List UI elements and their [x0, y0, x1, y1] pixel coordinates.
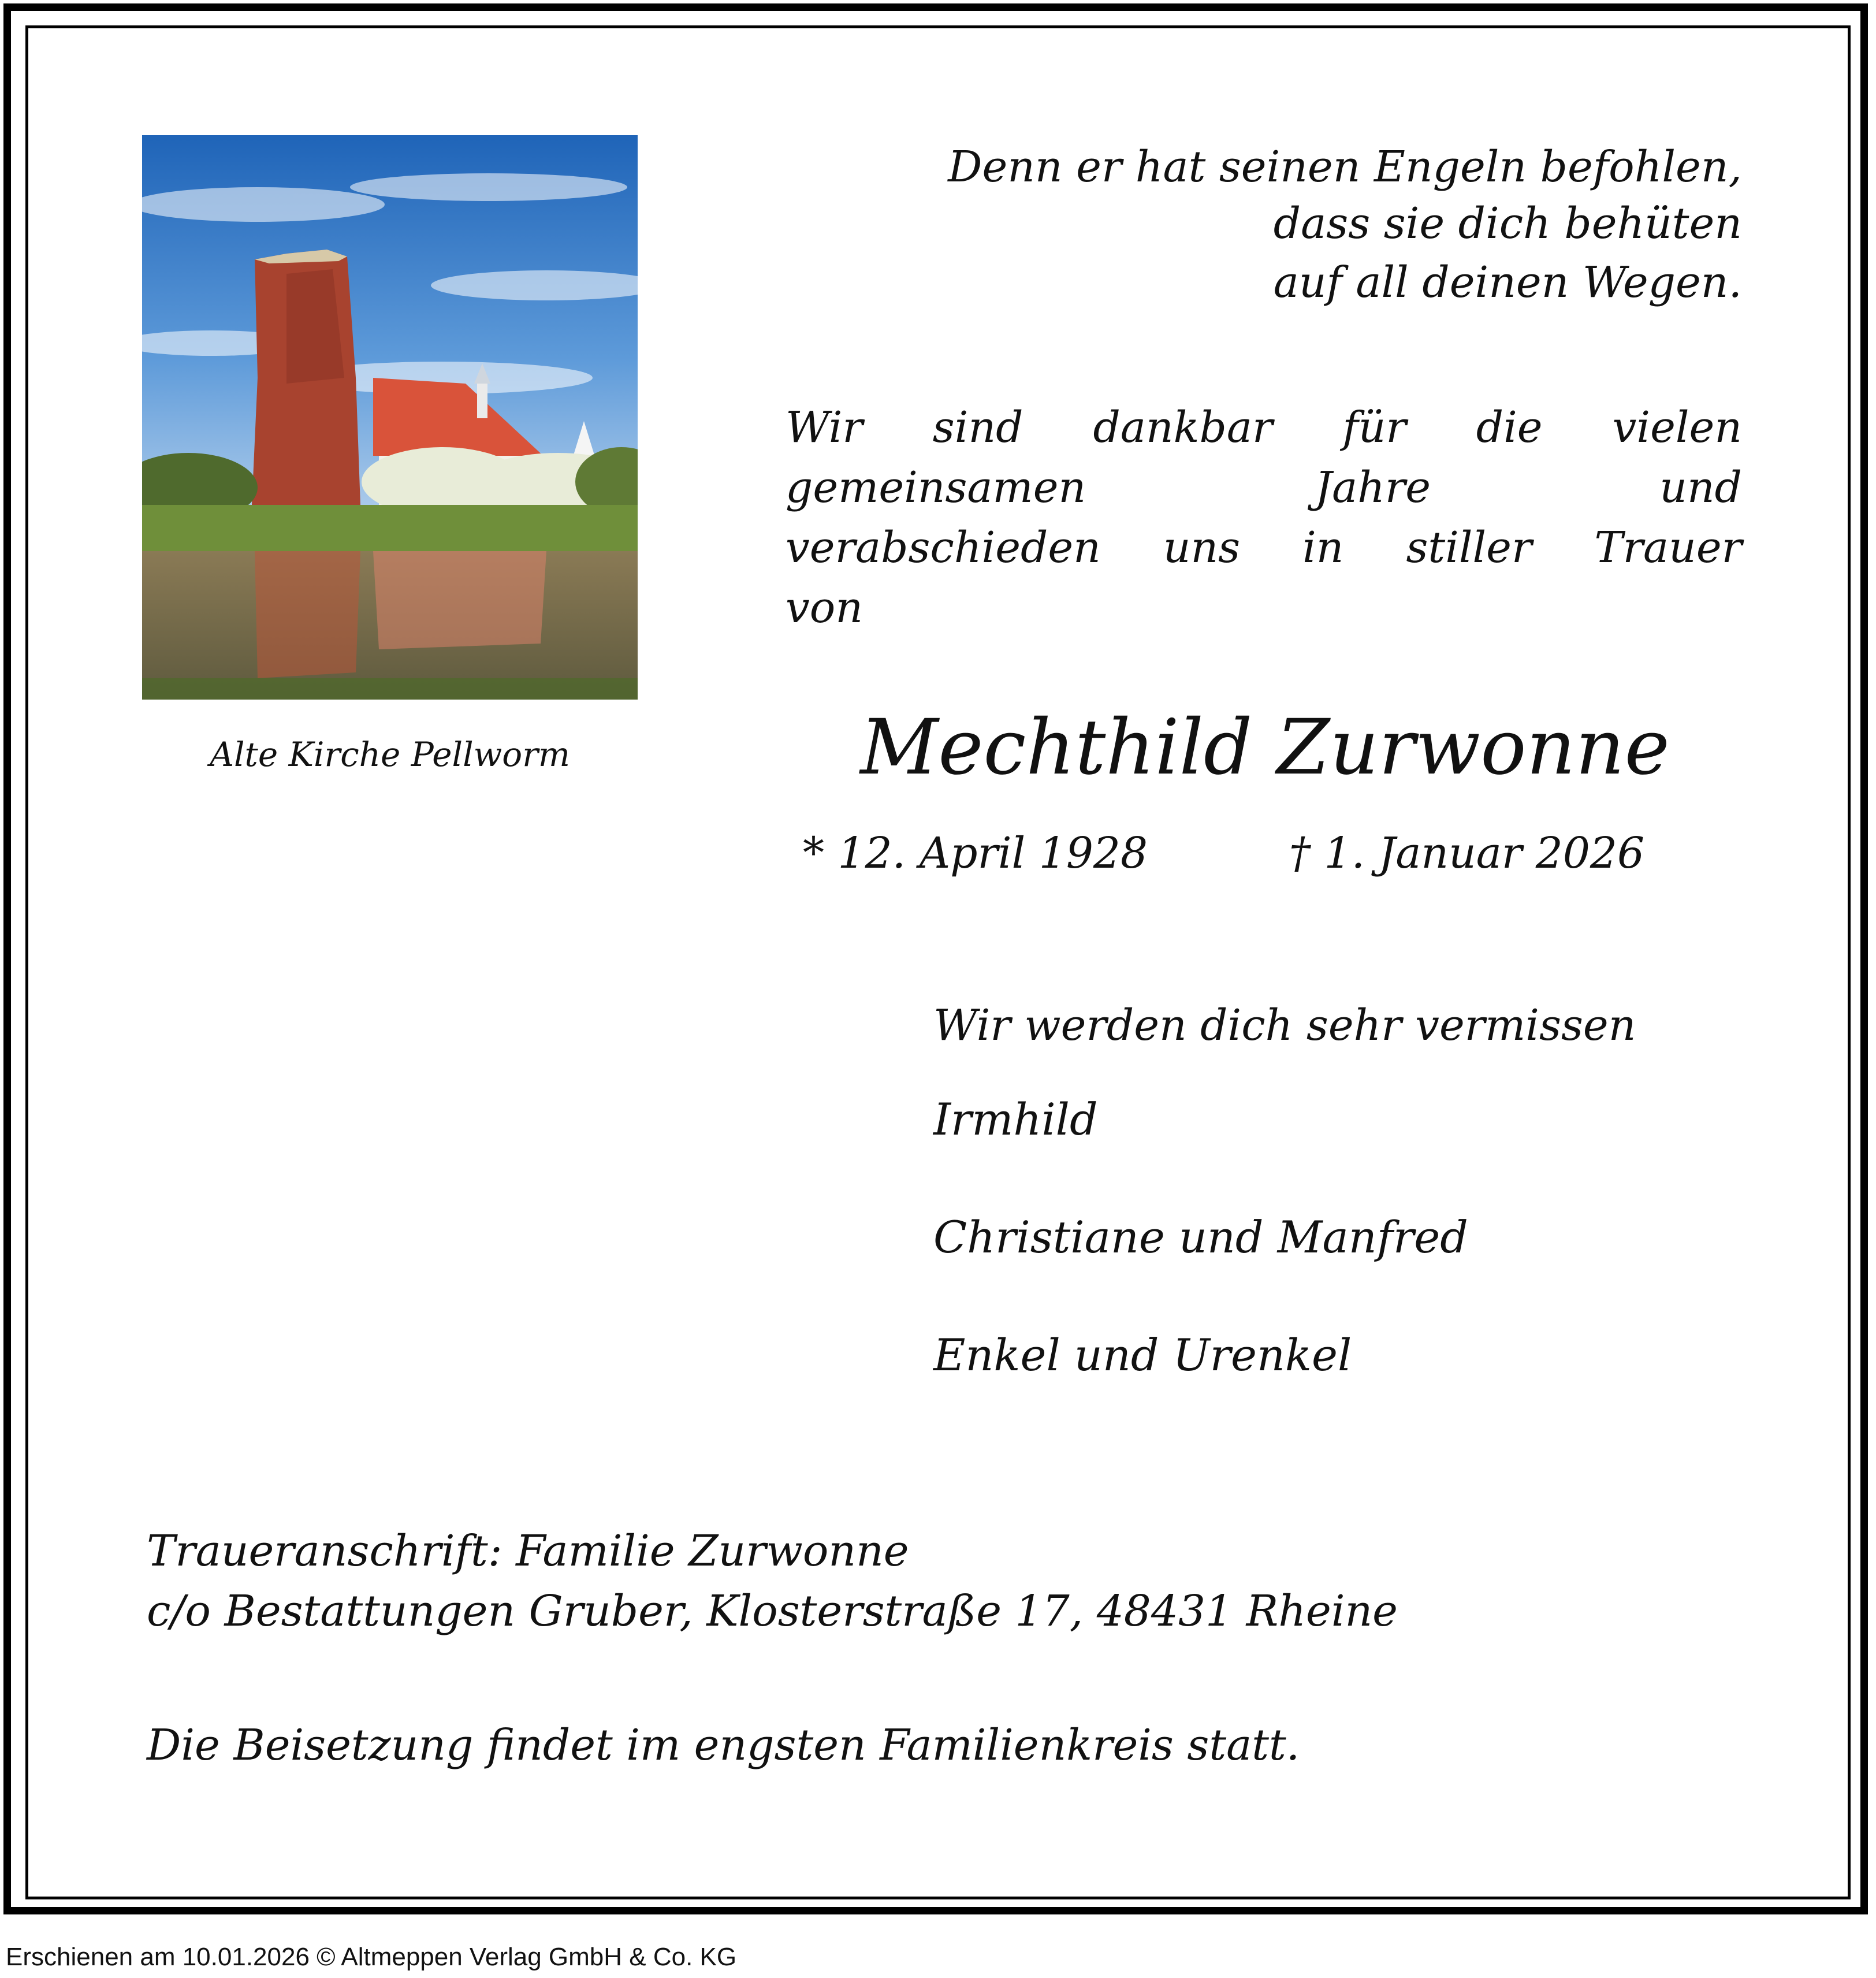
address-line-1: Traueranschrift: Familie Zurwonne	[147, 1526, 909, 1576]
birth-date: * 12. April 1928	[803, 828, 1148, 878]
intro-line-4: von	[786, 583, 863, 633]
family-intro: Wir werden dich sehr vermissen	[933, 1001, 1636, 1050]
deceased-name: Mechthild Zurwonne	[860, 703, 1670, 792]
intro-line-2: gemeinsamen Jahre und	[786, 463, 1742, 512]
family-member: Irmhild	[933, 1094, 1098, 1145]
verse-line-3: auf all deinen Wegen.	[1273, 258, 1742, 307]
publication-footer: Erschienen am 10.01.2026 © Altmeppen Verlag GmbH & Co. KG	[6, 1943, 737, 1971]
verse-line-2: dass sie dich behüten	[1273, 199, 1742, 248]
reed-bank	[142, 505, 638, 551]
verse-line-1: Denn er hat seinen Engeln befohlen,	[948, 142, 1742, 192]
family-member: Enkel und Urenkel	[933, 1329, 1352, 1381]
intro-line-3: verabschieden uns in stiller Trauer	[786, 523, 1742, 572]
family-member: Christiane und Manfred	[933, 1211, 1468, 1263]
death-date: † 1. Januar 2026	[1289, 828, 1645, 878]
burial-note: Die Beisetzung findet im engsten Familienkreis statt.	[147, 1720, 1300, 1770]
church-photo	[142, 135, 638, 700]
address-line-2: c/o Bestattungen Gruber, Klosterstraße 17, 48431 Rheine	[147, 1586, 1398, 1636]
intro-line-1: Wir sind dankbar für die vielen	[786, 403, 1742, 452]
photo-caption: Alte Kirche Pellworm	[210, 735, 570, 774]
